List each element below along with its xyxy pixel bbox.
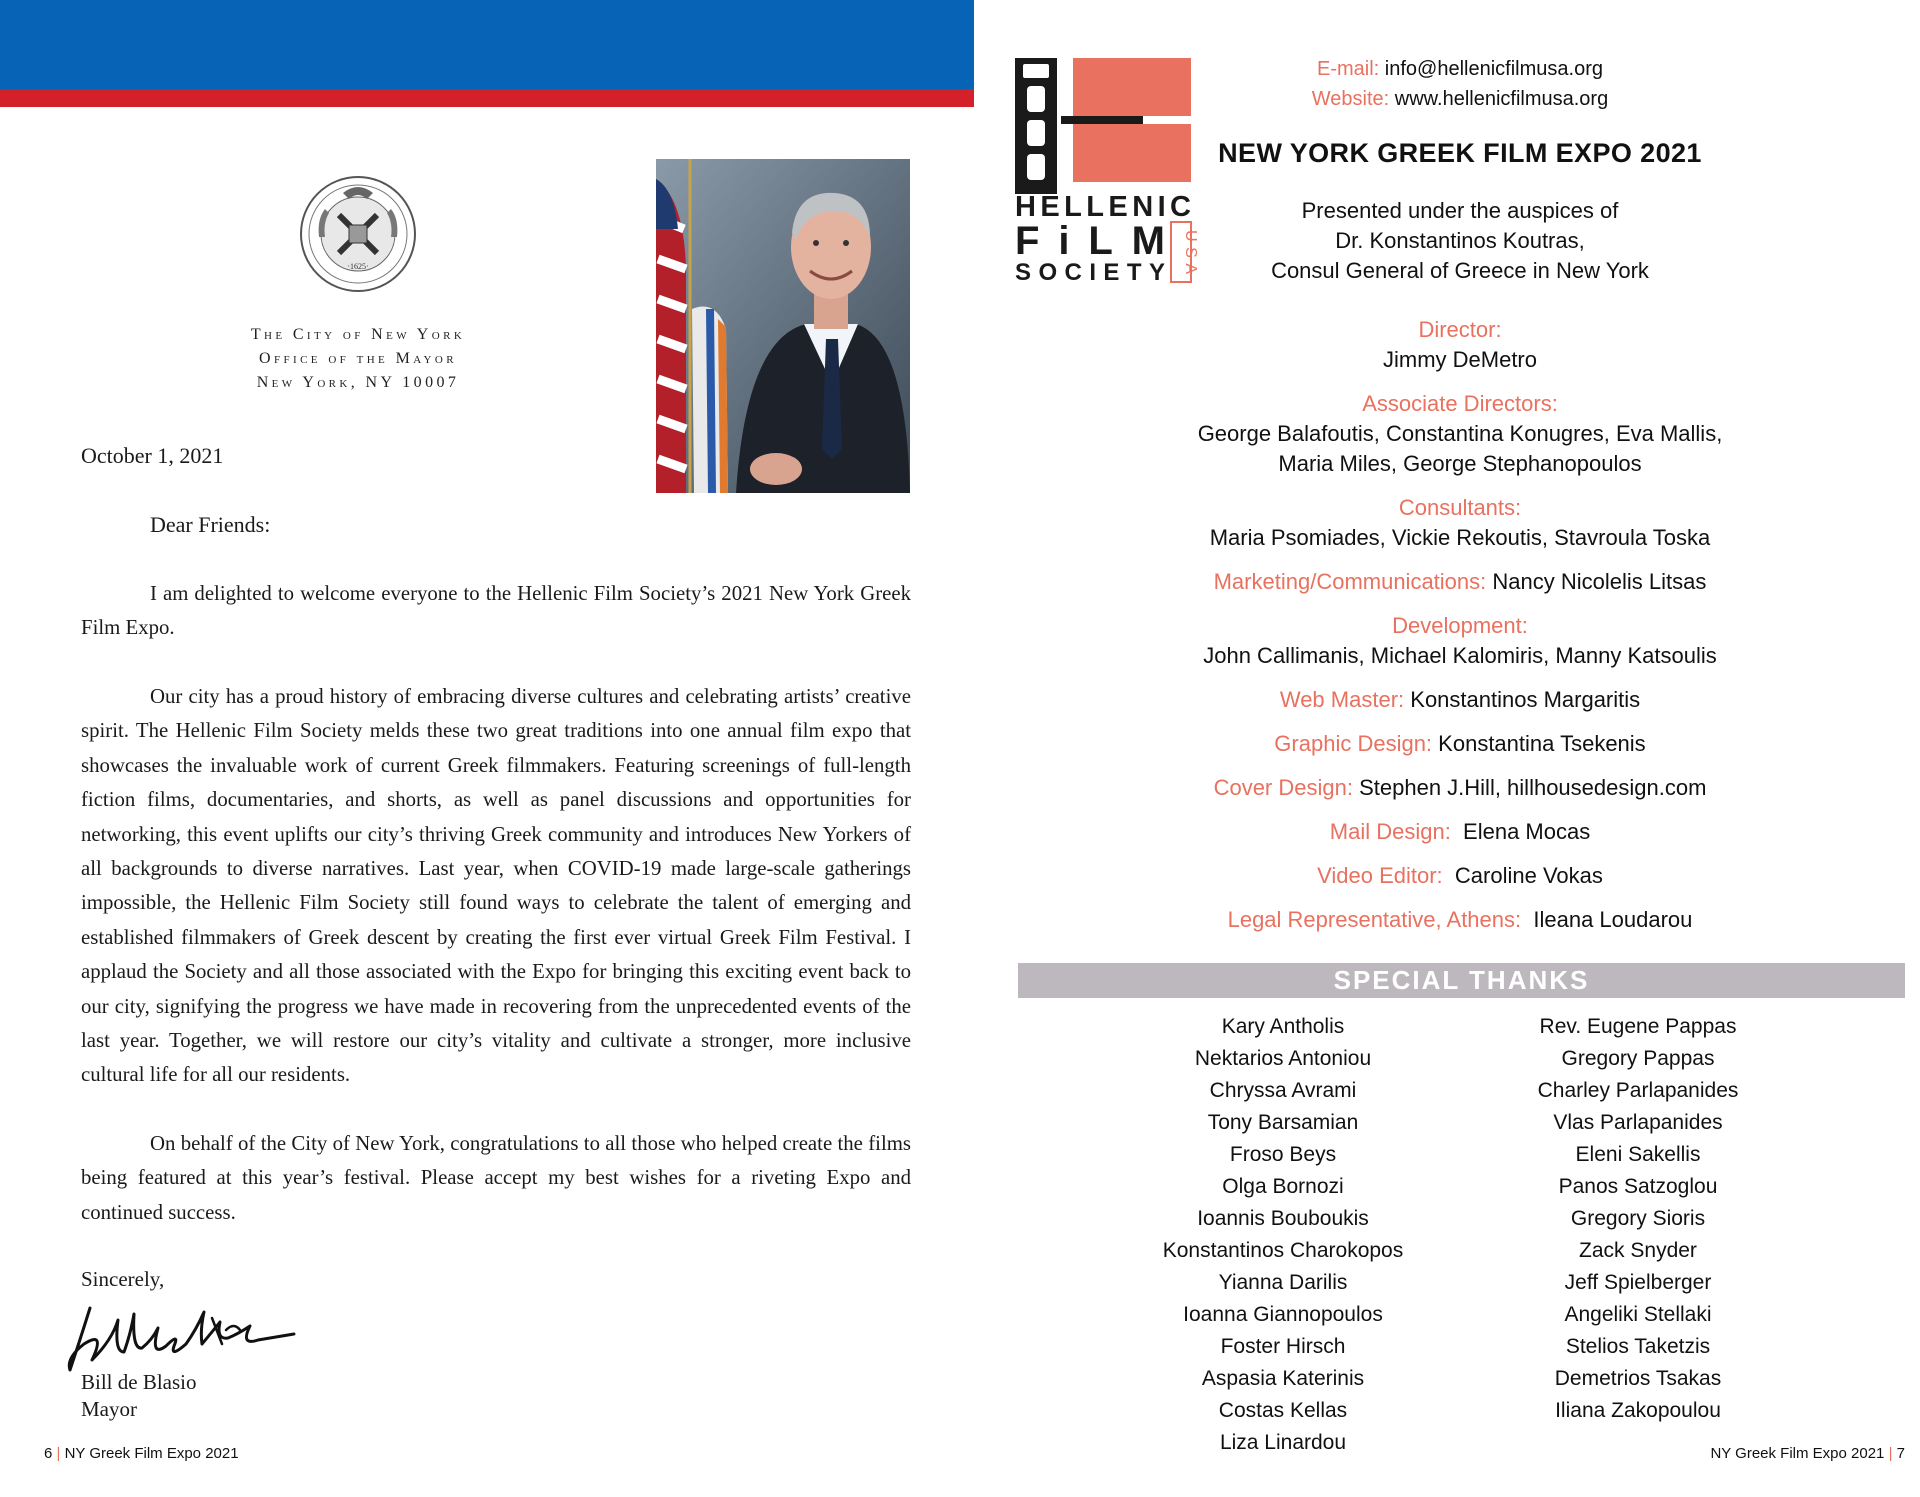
credit-name: Caroline Vokas bbox=[1454, 863, 1603, 888]
list-item: Ioannis Bouboukis bbox=[1197, 1207, 1369, 1230]
list-item: Iliana Zakopoulou bbox=[1555, 1399, 1721, 1422]
page-number-left: 6 bbox=[44, 1445, 53, 1462]
auspices-line2: Dr. Konstantinos Koutras, bbox=[1335, 228, 1585, 253]
auspices-line1: Presented under the auspices of bbox=[1301, 198, 1619, 223]
header-band-blue bbox=[0, 0, 974, 89]
seal-year: ·1625· bbox=[347, 262, 369, 271]
letter-paragraph-3: On behalf of the City of New York, congratulations to all those who helped create the films being featured at this year’s festival. Please accept my best wishes for a riveting Expo and continued success. bbox=[81, 1132, 911, 1224]
page-number-right: 7 bbox=[1896, 1445, 1905, 1462]
list-item: Eleni Sakellis bbox=[1575, 1143, 1701, 1166]
credit-name: Stephen J.Hill, hillhousedesign.com bbox=[1359, 775, 1707, 800]
list-item: Aspasia Katerinis bbox=[1201, 1367, 1365, 1390]
logo-line-hellenic: HELLENIC bbox=[1015, 191, 1191, 223]
credit-label: Associate Directors: bbox=[1362, 391, 1558, 416]
credit-consultants bbox=[1140, 493, 1780, 553]
credit-label: Web Master: bbox=[1279, 687, 1405, 712]
list-item: Kary Antholis bbox=[1221, 1015, 1345, 1038]
footer-text-right: NY Greek Film Expo 2021 bbox=[1710, 1445, 1885, 1462]
special-thanks-right-column bbox=[1448, 1011, 1828, 1427]
letter-date: October 1, 2021 bbox=[81, 443, 224, 468]
letter-paragraph-2: Our city has a proud history of embracing diverse cultures and celebrating artists’ creative spirit. The Hellenic Film Society melds these two great traditions into one annual film expo that showcases the invaluable work of current Greek filmmakers. Featuring screenings of full-length fiction films, documentaries, and shorts, as well as panel discussions and opportunities for networking, this event uplifts our city’s thriving Greek community and introduces New Yorkers of all backgrounds to diverse narratives. Last year, when COVID-19 made large-scale gatherings impossible, the Hellenic Film Society still found ways to celebrate the talent of emerging and established filmmakers of Greek descent by creating the first ever virtual Greek Film Festival. I applaud the Society and all those associated with the Expo for bringing this exciting event back to our city, signifying the progress we have made in recovering from the unprecedented events of the last year. Together, we will restore our city’s vitality and cultivate a stronger, more inclusive cultural life for all our residents. bbox=[81, 685, 911, 1087]
closing: Sincerely, bbox=[81, 1267, 165, 1291]
credit-associate-directors bbox=[1140, 389, 1780, 479]
credit-name: Jimmy DeMetro bbox=[1382, 347, 1537, 372]
header-band-red bbox=[0, 89, 974, 107]
list-item: Panos Satzoglou bbox=[1558, 1175, 1718, 1198]
logo-line-film: FiLM bbox=[1015, 219, 1165, 263]
right-page-footer bbox=[1710, 1445, 1905, 1462]
list-item: Gregory Sioris bbox=[1570, 1207, 1706, 1230]
list-item: Ioanna Giannopoulos bbox=[1183, 1303, 1383, 1326]
list-item: Angeliki Stellaki bbox=[1564, 1303, 1712, 1326]
logo-line-society: SOCIETY bbox=[1015, 259, 1165, 286]
footer-divider: | bbox=[56, 1445, 61, 1462]
credit-director bbox=[1140, 315, 1780, 375]
auspices-block bbox=[1150, 196, 1770, 286]
credit-label: Development: bbox=[1392, 613, 1528, 638]
website-label: Website: bbox=[1311, 88, 1390, 110]
credit-label: Mail Design: bbox=[1329, 819, 1451, 844]
letter-paragraph-1: I am delighted to welcome everyone to the Hellenic Film Society’s 2021 New York Greek Film Expo. bbox=[81, 582, 911, 640]
credit-label: Marketing/Communications: bbox=[1213, 569, 1487, 594]
list-item: Froso Beys bbox=[1229, 1143, 1337, 1166]
credit-label: Consultants: bbox=[1398, 495, 1522, 520]
list-item: Konstantinos Charokopos bbox=[1162, 1239, 1404, 1262]
signer-block bbox=[81, 1369, 197, 1423]
contact-website bbox=[1240, 84, 1680, 114]
expo-title: NEW YORK GREEK FILM EXPO 2021 bbox=[1218, 138, 1702, 168]
list-item: Tony Barsamian bbox=[1207, 1111, 1359, 1134]
credit-name: George Balafoutis, Constantina Konugres, Eva Mallis, bbox=[1197, 421, 1723, 446]
footer-divider: | bbox=[1888, 1445, 1893, 1462]
credit-name: Konstantinos Margaritis bbox=[1410, 687, 1641, 712]
credit-name: John Callimanis, Michael Kalomiris, Manny Katsoulis bbox=[1203, 643, 1717, 668]
credit-legal bbox=[1140, 905, 1780, 935]
credit-development bbox=[1140, 611, 1780, 671]
credit-name: Elena Mocas bbox=[1463, 819, 1591, 844]
credit-video-editor bbox=[1140, 861, 1780, 891]
auspices-line3: Consul General of Greece in New York bbox=[1271, 258, 1649, 283]
special-thanks-heading: SPECIAL THANKS bbox=[1018, 963, 1905, 998]
credit-label: Video Editor: bbox=[1317, 863, 1443, 888]
signer-title: Mayor bbox=[81, 1397, 137, 1421]
us-flag-icon bbox=[656, 179, 686, 493]
list-item: Liza Linardou bbox=[1219, 1431, 1347, 1454]
letterhead-line2: Office of the Mayor bbox=[259, 350, 457, 367]
special-thanks-left-column bbox=[1093, 1011, 1473, 1459]
list-item: Demetrios Tsakas bbox=[1554, 1367, 1722, 1390]
list-item: Chryssa Avrami bbox=[1209, 1079, 1357, 1102]
credit-webmaster bbox=[1140, 685, 1780, 715]
email-link[interactable]: info@hellenicfilmusa.org bbox=[1384, 58, 1603, 80]
list-item: Costas Kellas bbox=[1218, 1399, 1348, 1422]
email-label: E-mail: bbox=[1317, 58, 1380, 80]
list-item: Yianna Darilis bbox=[1218, 1271, 1348, 1294]
credits-list bbox=[1140, 315, 1780, 935]
logo-usa: USA bbox=[1182, 230, 1199, 274]
credit-label: Legal Representative, Athens: bbox=[1227, 907, 1522, 932]
list-item: Olga Bornozi bbox=[1222, 1175, 1344, 1198]
credit-label: Cover Design: bbox=[1213, 775, 1353, 800]
footer-text-left: NY Greek Film Expo 2021 bbox=[64, 1445, 239, 1462]
list-item: Stelios Taketzis bbox=[1565, 1335, 1711, 1358]
list-item: Foster Hirsch bbox=[1220, 1335, 1346, 1358]
letterhead bbox=[200, 323, 516, 395]
mayor-portrait bbox=[656, 159, 910, 493]
credit-label: Graphic Design: bbox=[1274, 731, 1433, 756]
credit-marketing bbox=[1140, 567, 1780, 597]
website-link[interactable]: www.hellenicfilmusa.org bbox=[1394, 88, 1609, 110]
letterhead-line3: New York, NY 10007 bbox=[256, 374, 460, 391]
credit-graphic-design bbox=[1140, 729, 1780, 759]
contact-email bbox=[1240, 54, 1680, 84]
list-item: Rev. Eugene Pappas bbox=[1539, 1015, 1737, 1038]
credit-label: Director: bbox=[1418, 317, 1502, 342]
list-item: Vlas Parlapanides bbox=[1553, 1111, 1723, 1134]
signature-image bbox=[62, 1300, 300, 1378]
credit-name: Konstantina Tsekenis bbox=[1438, 731, 1646, 756]
credit-cover-design bbox=[1140, 773, 1780, 803]
credit-name: Maria Miles, George Stephanopoulos bbox=[1278, 451, 1642, 476]
list-item: Nektarios Antoniou bbox=[1194, 1047, 1372, 1070]
credit-name: Nancy Nicolelis Litsas bbox=[1492, 569, 1707, 594]
list-item: Zack Snyder bbox=[1579, 1239, 1697, 1262]
salutation: Dear Friends: bbox=[150, 512, 271, 537]
credit-name: Maria Psomiades, Vickie Rekoutis, Stavroula Toska bbox=[1209, 525, 1711, 550]
signer-name: Bill de Blasio bbox=[81, 1370, 197, 1394]
left-page-footer bbox=[44, 1445, 239, 1462]
list-item: Gregory Pappas bbox=[1561, 1047, 1715, 1070]
letterhead-line1: The City of New York bbox=[250, 326, 466, 343]
list-item: Charley Parlapanides bbox=[1537, 1079, 1739, 1102]
credit-name: Ileana Loudarou bbox=[1533, 907, 1693, 932]
list-item: Jeff Spielberger bbox=[1564, 1271, 1712, 1294]
nyc-flag-icon bbox=[692, 307, 728, 494]
credit-mail-design bbox=[1140, 817, 1780, 847]
city-seal-icon bbox=[299, 175, 417, 293]
